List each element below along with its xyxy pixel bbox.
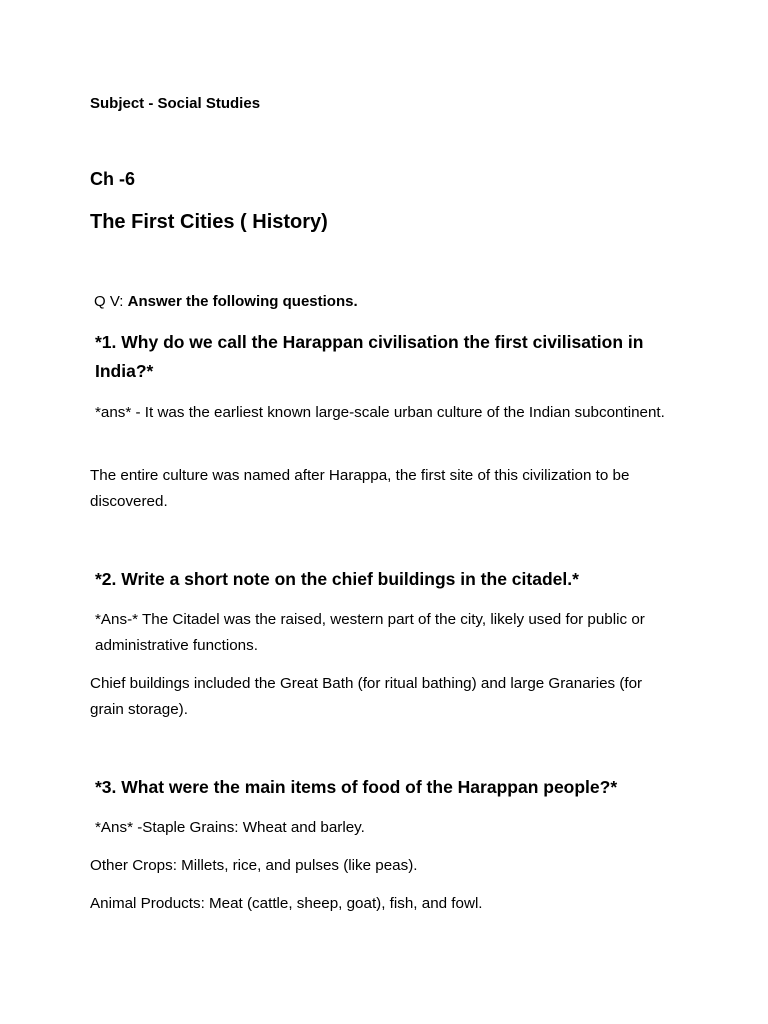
answer-3-paragraph-1: *Ans* -Staple Grains: Wheat and barley. — [95, 819, 365, 836]
instruction-prefix: Q V: — [94, 293, 128, 310]
answer-2-paragraph-2: Chief buildings included the Great Bath (for ritual bathing) and large Granaries (for grain storage). — [90, 675, 643, 718]
answer-3-paragraph-3: Animal Products: Meat (cattle, sheep, goat), fish, and fowl. — [90, 895, 483, 912]
page-title: The First Cities ( History) — [90, 211, 328, 233]
question-3: *3. What were the main items of food of the Harappan people?* — [95, 777, 618, 797]
answer-1-paragraph-2: The entire culture was named after Harappa, the first site of this civilization to be discovered. — [90, 467, 630, 510]
question-1: *1. Why do we call the Harappan civilisation the first civilisation in India?* — [95, 332, 644, 381]
chapter-number: Ch -6 — [90, 169, 135, 189]
answer-1-paragraph-1: *ans* - It was the earliest known large-scale urban culture of the Indian subcontinent. — [95, 404, 665, 421]
subject-heading: Subject - Social Studies — [90, 95, 261, 112]
answer-2-paragraph-1: *Ans-* The Citadel was the raised, western part of the city, likely used for public or administrative functions. — [95, 611, 645, 654]
instruction-text: Answer the following questions. — [127, 293, 358, 310]
answer-3-paragraph-2: Other Crops: Millets, rice, and pulses (like peas). — [90, 857, 418, 874]
instruction-line — [94, 293, 358, 310]
question-2: *2. Write a short note on the chief buildings in the citadel.* — [95, 569, 579, 589]
